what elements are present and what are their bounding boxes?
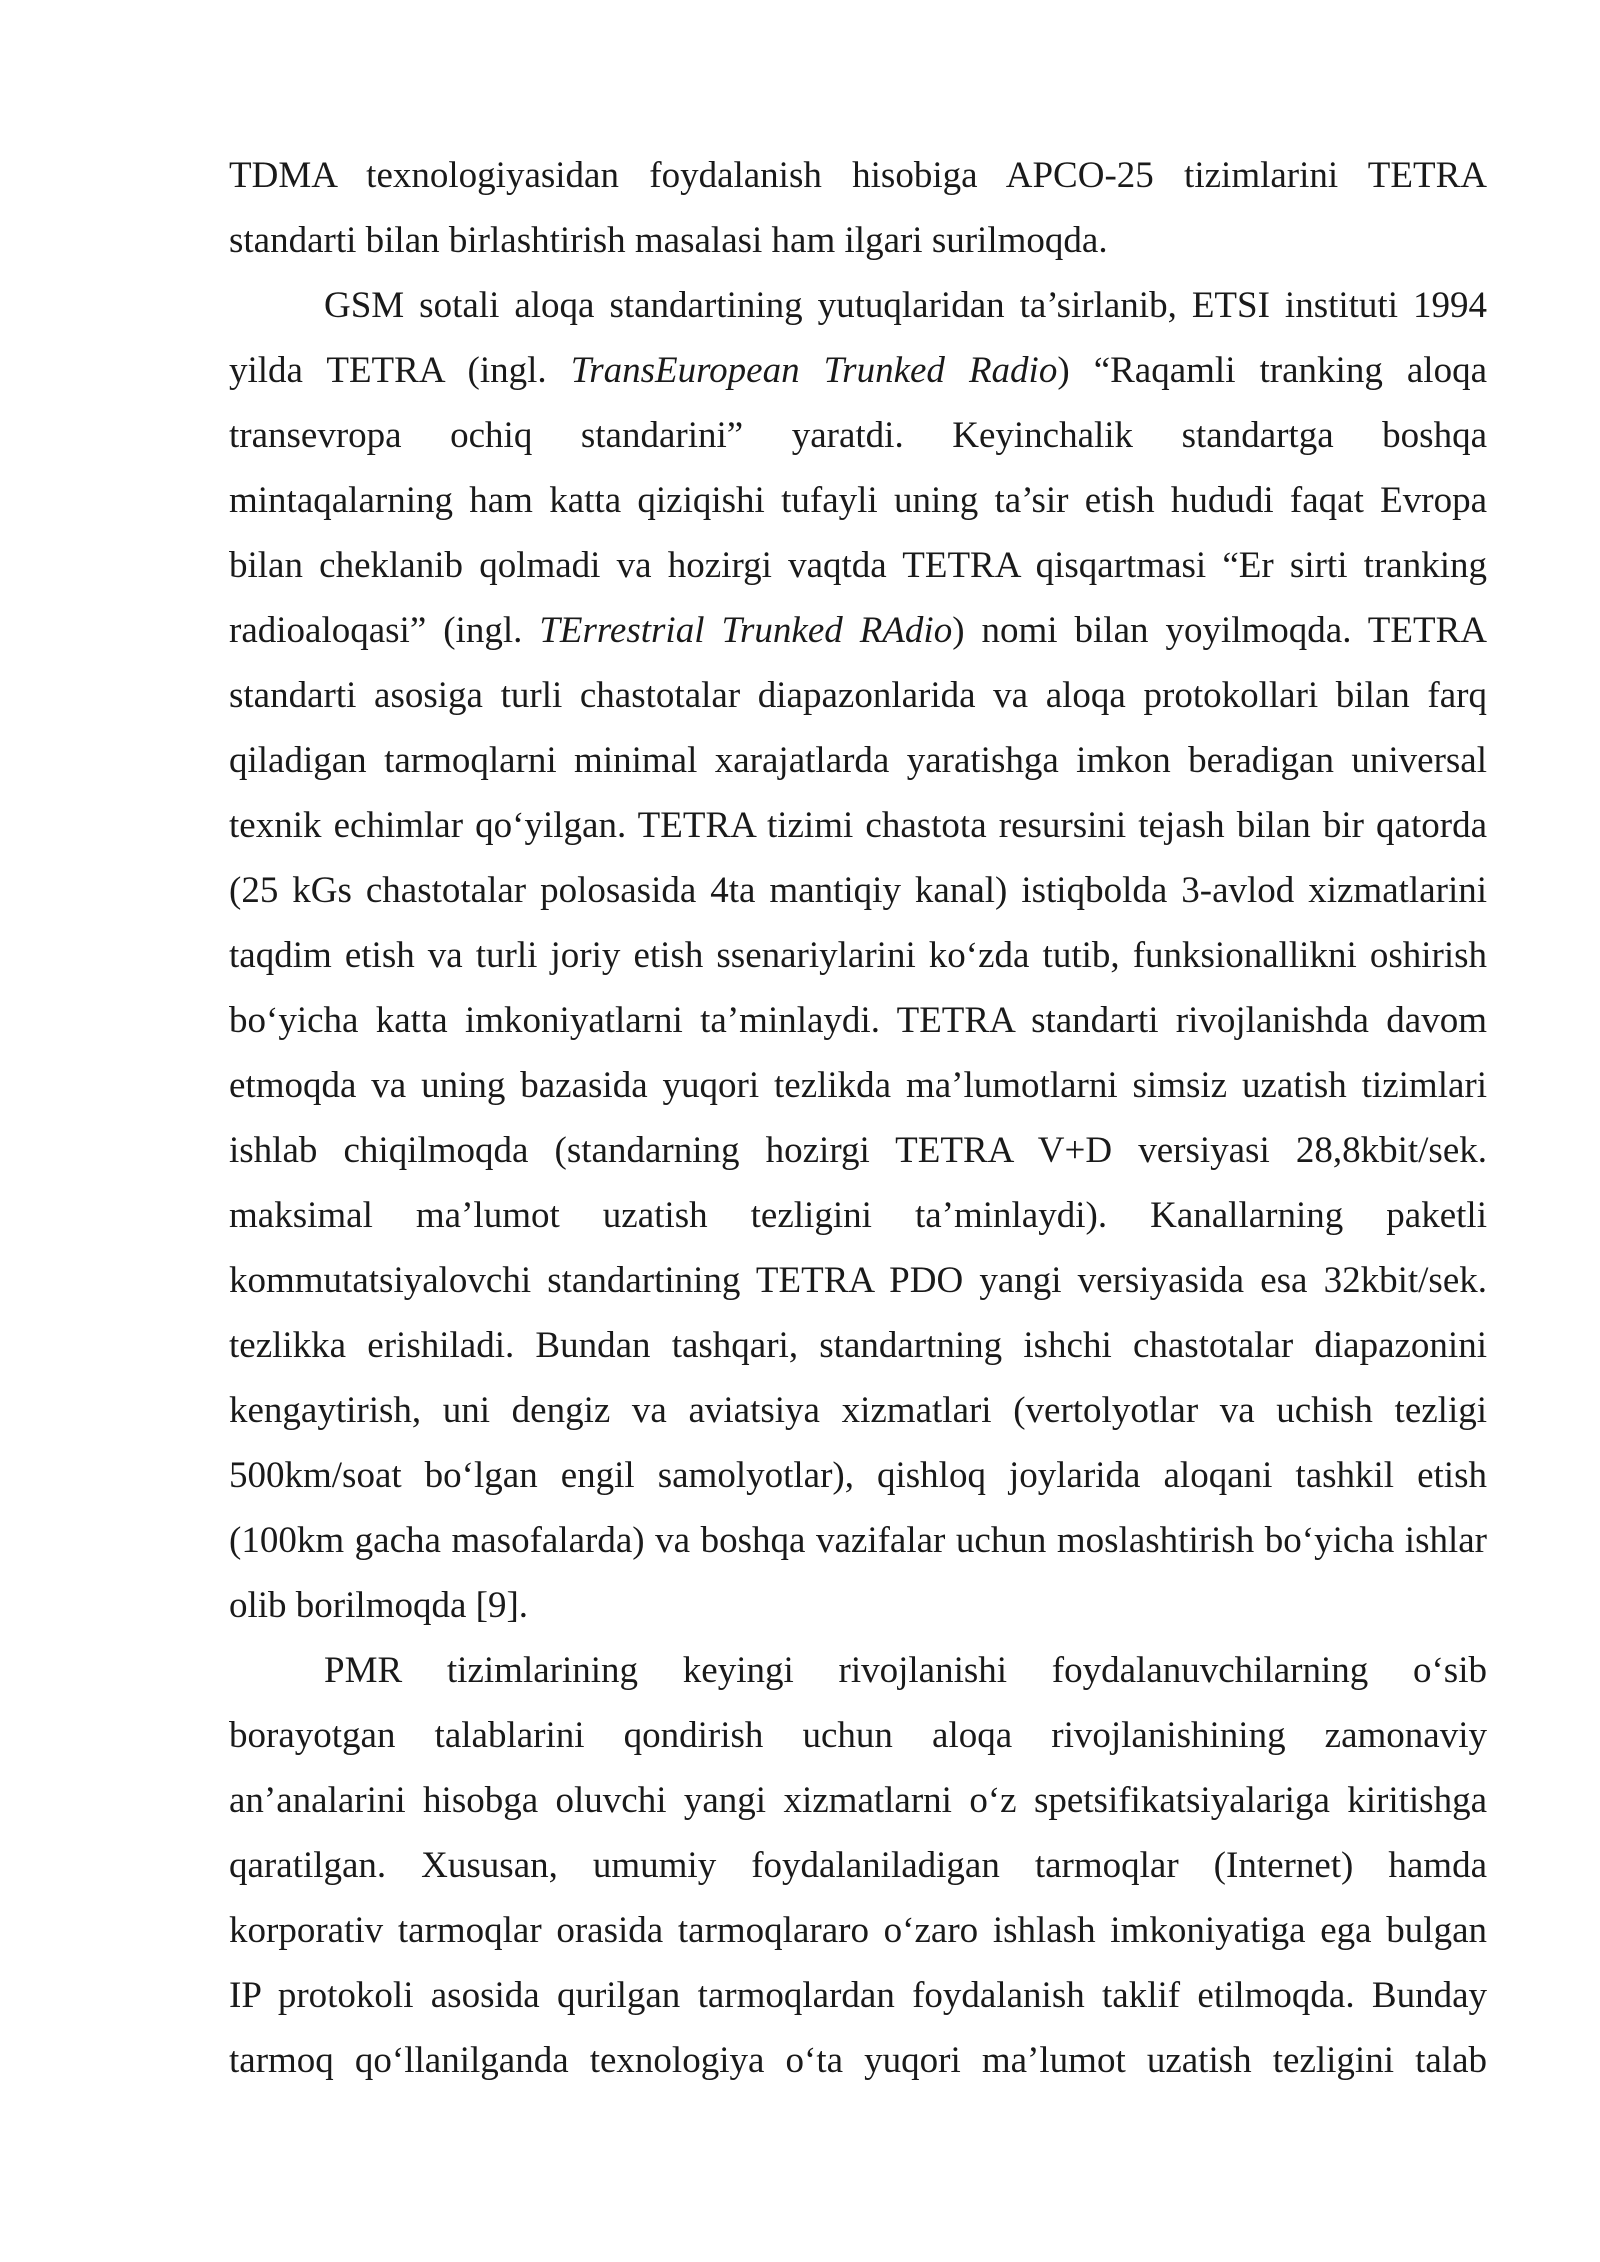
text-line [229, 1450, 1487, 1515]
text-line [229, 1905, 1487, 1970]
text-run: (100km gacha masofalarda) va boshqa vazifalar uchun moslashtirish bo‘yicha ishlar [229, 1520, 1487, 1561]
text-line [229, 1385, 1487, 1450]
text-line [229, 865, 1487, 930]
text-line [229, 735, 1487, 800]
text-line [229, 540, 1487, 605]
text-run: 500km/soat bo‘lgan engil samolyotlar), qishloq joylarida aloqani tashkil etish [229, 1455, 1487, 1496]
text-run: GSM sotali aloqa standartining yutuqlaridan ta’sirlanib, ETSI instituti 1994 [324, 285, 1487, 326]
text-run: TDMA texnologiyasidan foydalanish hisobiga APCO-25 tizimlarini TETRA [229, 155, 1487, 196]
text-line [229, 2035, 1487, 2100]
text-line [229, 410, 1487, 475]
text-line [229, 1775, 1487, 1840]
text-line [229, 605, 1487, 670]
text-run: bo‘yicha katta imkoniyatlarni ta’minlaydi. TETRA standarti rivojlanishda davom [229, 1000, 1487, 1041]
text-run: PMR tizimlarining keyingi rivojlanishi foydalanuvchilarning o‘sib [324, 1650, 1487, 1691]
text-run: ) nomi bilan yoyilmoqda. TETRA [952, 610, 1487, 651]
text-line [229, 1970, 1487, 2035]
paragraph [229, 150, 1487, 280]
text-run: kommutatsiyalovchi standartining TETRA PDO yangi versiyasida esa 32kbit/sek. [229, 1260, 1487, 1301]
text-run: korporativ tarmoqlar orasida tarmoqlararo o‘zaro ishlash imkoniyatiga ega bulgan [229, 1910, 1487, 1951]
text-run: IP protokoli asosida qurilgan tarmoqlardan foydalanish taklif etilmoqda. Bunday [229, 1975, 1487, 2016]
text-run: ishlab chiqilmoqda (standarning hozirgi TETRA V+D versiyasi 28,8kbit/sek. [229, 1130, 1487, 1171]
text-run: maksimal ma’lumot uzatish tezligini ta’minlaydi). Kanallarning paketli [229, 1195, 1487, 1236]
text-line [229, 1255, 1487, 1320]
text-line [229, 215, 1487, 280]
text-run: borayotgan talablarini qondirish uchun aloqa rivojlanishining zamonaviy [229, 1715, 1487, 1756]
text-run: an’analarini hisobga oluvchi yangi xizmatlarni o‘z spetsifikatsiyalariga kiritishga [229, 1780, 1487, 1821]
text-line [229, 1515, 1487, 1580]
text-run: qiladigan tarmoqlarni minimal xarajatlarda yaratishga imkon beradigan universal [229, 740, 1487, 781]
body-text [229, 150, 1487, 2100]
italic-term: TErrestrial Trunked RAdio [539, 610, 953, 651]
text-line [229, 1060, 1487, 1125]
text-run: taqdim etish va turli joriy etish ssenariylarini ko‘zda tutib, funksionallikni oshirish [229, 935, 1487, 976]
text-run: qaratilgan. Xususan, umumiy foydalaniladigan tarmoqlar (Internet) hamda [229, 1845, 1487, 1886]
text-line [229, 930, 1487, 995]
text-line [229, 1645, 1487, 1710]
text-run: tezlikka erishiladi. Bundan tashqari, standartning ishchi chastotalar diapazonini [229, 1325, 1487, 1366]
text-run: mintaqalarning ham katta qiziqishi tufayli uning ta’sir etish hududi faqat Evropa [229, 480, 1487, 521]
text-line [229, 345, 1487, 410]
text-line [229, 800, 1487, 865]
text-run: yilda TETRA (ingl. [229, 350, 571, 391]
text-line [229, 1320, 1487, 1385]
text-line [229, 1190, 1487, 1255]
text-run: radioaloqasi” (ingl. [229, 610, 540, 651]
text-line [229, 1580, 1487, 1645]
text-run: texnik echimlar qo‘yilgan. TETRA tizimi chastota resursini tejash bilan bir qatorda [229, 805, 1487, 846]
paragraph [229, 280, 1487, 1645]
text-line [229, 995, 1487, 1060]
text-run: ) “Raqamli tranking aloqa [1057, 350, 1487, 391]
italic-term: TransEuropean Trunked Radio [570, 350, 1058, 391]
text-run: tarmoq qo‘llanilganda texnologiya o‘ta yuqori ma’lumot uzatish tezligini talab [229, 2040, 1487, 2081]
text-line [229, 670, 1487, 735]
text-run: standarti bilan birlashtirish masalasi ham ilgari surilmoqda. [229, 220, 1108, 261]
text-run: kengaytirish, uni dengiz va aviatsiya xizmatlari (vertolyotlar va uchish tezligi [229, 1390, 1487, 1431]
paragraph [229, 1645, 1487, 2100]
text-run: transevropa ochiq standarini” yaratdi. Keyinchalik standartga boshqa [229, 415, 1487, 456]
text-run: (25 kGs chastotalar polosasida 4ta mantiqiy kanal) istiqbolda 3-avlod xizmatlarini [229, 870, 1487, 911]
text-line [229, 1840, 1487, 1905]
text-line [229, 280, 1487, 345]
text-line [229, 1710, 1487, 1775]
text-run: standarti asosiga turli chastotalar diapazonlarida va aloqa protokollari bilan farq [229, 675, 1487, 716]
text-line [229, 1125, 1487, 1190]
text-run: etmoqda va uning bazasida yuqori tezlikda ma’lumotlarni simsiz uzatish tizimlari [229, 1065, 1487, 1106]
text-run: bilan cheklanib qolmadi va hozirgi vaqtda TETRA qisqartmasi “Er sirti tranking [229, 545, 1487, 586]
text-run: olib borilmoqda [9]. [229, 1585, 529, 1626]
text-line [229, 475, 1487, 540]
text-line [229, 150, 1487, 215]
